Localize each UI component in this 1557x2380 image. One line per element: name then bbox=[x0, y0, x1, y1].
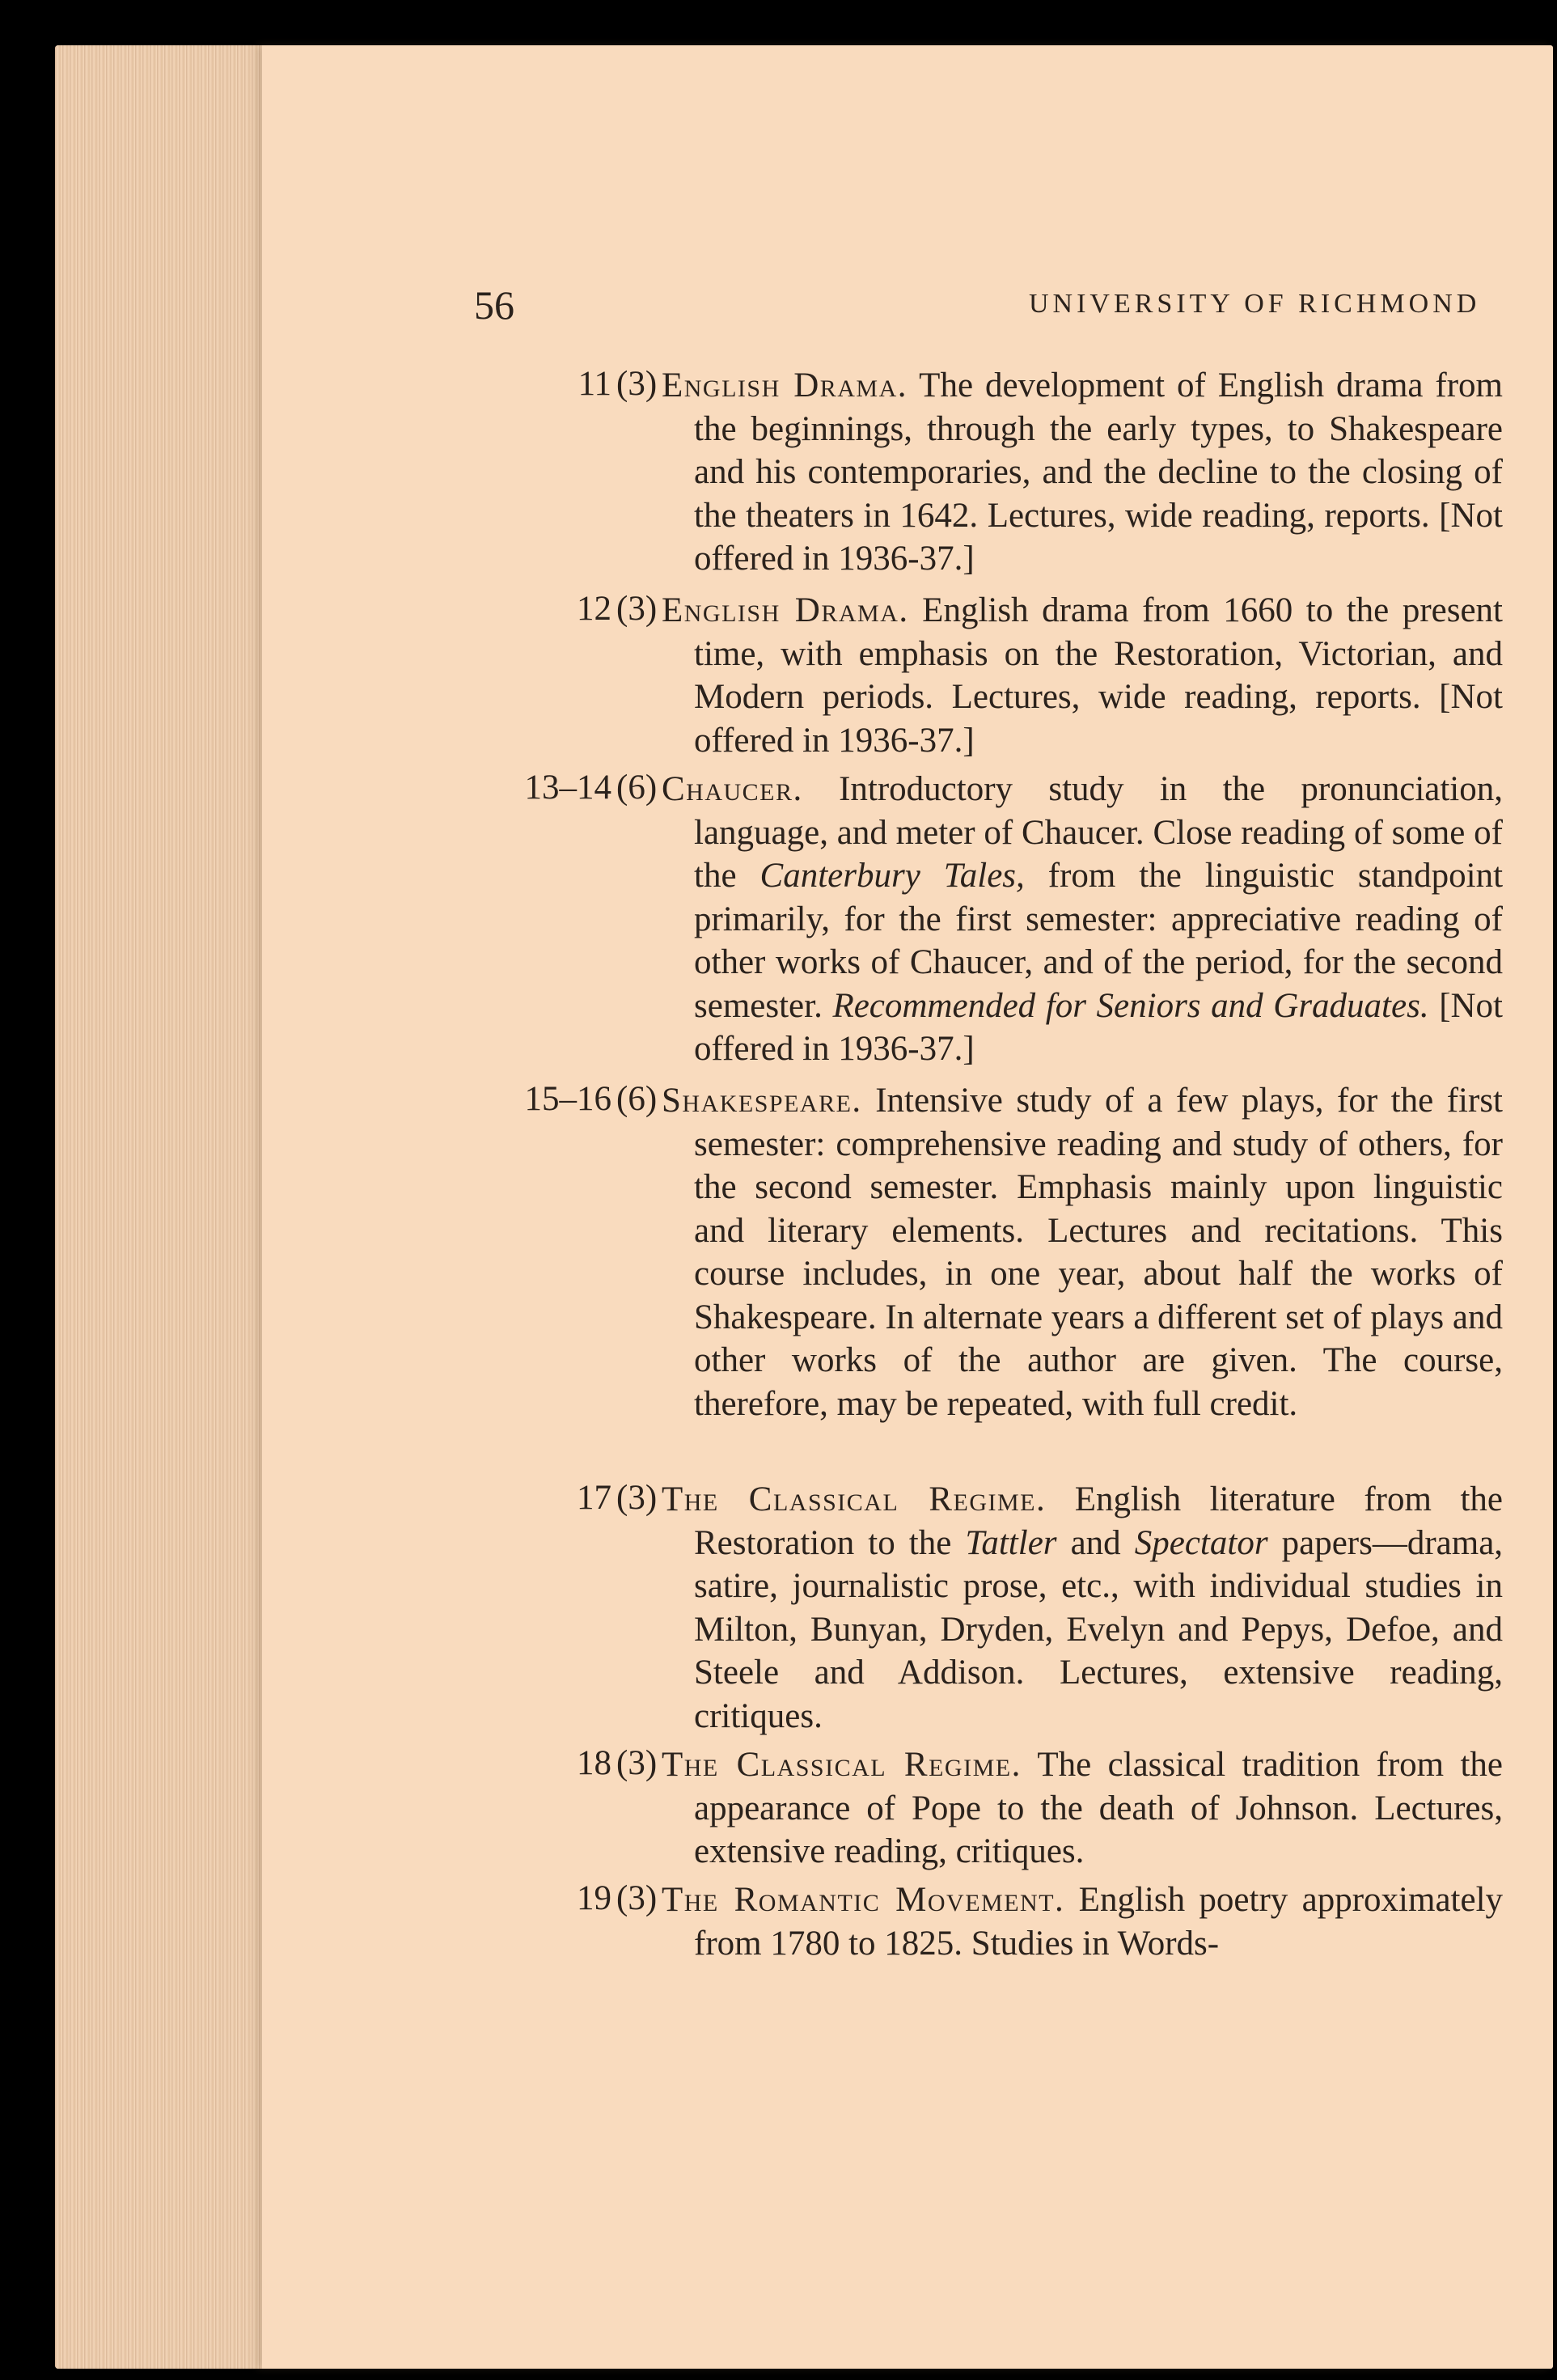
course-body-part: and bbox=[1070, 1523, 1121, 1562]
course-credits: (3) bbox=[616, 590, 658, 628]
course-credits: (3) bbox=[616, 1879, 658, 1917]
page-number: 56 bbox=[474, 282, 514, 328]
course-body-part: English literature from the Restoration to the bbox=[694, 1480, 1503, 1562]
course-body-italic: Spectator bbox=[1134, 1523, 1268, 1562]
course-title: Shakespeare. bbox=[662, 1082, 862, 1120]
course-title-wrap bbox=[662, 770, 803, 808]
course-description bbox=[662, 1743, 1503, 1874]
course-credits: (3) bbox=[616, 1744, 658, 1782]
course-body-italic: Canterbury Tales, bbox=[759, 857, 1025, 895]
running-head: UNIVERSITY OF RICHMOND bbox=[1029, 289, 1481, 319]
course-number: 11 bbox=[578, 365, 611, 403]
course-description bbox=[662, 768, 1504, 1071]
course-title-wrap bbox=[662, 366, 908, 404]
course-credits: (6) bbox=[616, 1080, 658, 1118]
course-title: Chaucer. bbox=[662, 770, 803, 808]
course-title: English Drama. bbox=[662, 366, 908, 404]
course-number: 17 bbox=[577, 1479, 611, 1517]
course-body-part: papers—drama, satire, journalistic prose, etc., with individual studies in Milton, Bunyan, Dryden, Evelyn and Pepys, Defoe, and Steele and Addison. Lectures, extensive reading, critiques. bbox=[694, 1523, 1504, 1735]
course-body-part: [Not offered in 1936-37.] bbox=[694, 986, 1504, 1068]
course-title: English Drama. bbox=[662, 591, 909, 629]
course-number: 19 bbox=[577, 1879, 611, 1917]
course-number: 13–14 bbox=[524, 769, 611, 807]
course-credits: (6) bbox=[616, 769, 658, 807]
course-body-part: from the linguistic standpoint primarily, for the first semester: appreciative reading of other works of Chaucer, and of the period, for the second semester. bbox=[694, 857, 1504, 1025]
course-description bbox=[662, 589, 1503, 762]
course-credits: (3) bbox=[616, 1479, 658, 1517]
course-number: 15–16 bbox=[524, 1080, 611, 1118]
course-body-part: Introductory study in the pronunciation, language, and meter of Chaucer. Close reading of some of the bbox=[694, 770, 1503, 895]
course-body: English poetry approximately from 1780 to 1825. Studies in Words- bbox=[694, 1881, 1504, 1963]
course-credits: (3) bbox=[616, 365, 658, 403]
course-body: The development of English drama from the beginnings, through the early types, to Shakespeare and his contemporaries, and the decline to the closing of the theaters in 1642. Lectures, wide reading, reports. [Not offered in 1936-37.] bbox=[694, 366, 1503, 578]
course-body: The classical tradition from the appearance of Pope to the death of Johnson. Lectures, extensive reading, critiques. bbox=[694, 1746, 1503, 1870]
course-number: 18 bbox=[577, 1744, 611, 1782]
page-edges bbox=[55, 45, 265, 2369]
course-title-wrap bbox=[662, 1480, 1046, 1518]
course-body: English drama from 1660 to the present time, with emphasis on the Restoration, Victorian, and Modern periods. Lectures, wide reading, reports. [Not offered in 1936-37.] bbox=[694, 591, 1503, 760]
course-title: The Romantic Movement. bbox=[662, 1881, 1065, 1919]
course-title: The Classical Regime. bbox=[662, 1480, 1047, 1518]
course-description bbox=[662, 1478, 1504, 1738]
course-title-wrap bbox=[662, 591, 909, 629]
course-title: The Classical Regime. bbox=[662, 1746, 1022, 1784]
course-title-wrap bbox=[662, 1881, 1064, 1919]
course-body: Intensive study of a few plays, for the first semester: comprehensive reading and study of others, for the second semester. Emphasis mainly upon linguistic and literary elements. Lectures and recitations. This course includes, in one year, about half the works of Shakespeare. In alternate years a different set of plays and other works of the author are given. The course, therefore, may be repeated, with full credit. bbox=[694, 1082, 1503, 1423]
course-body-italic: Recommended for Seniors and Graduates. bbox=[832, 986, 1429, 1025]
course-title-wrap bbox=[662, 1746, 1022, 1784]
course-description bbox=[662, 1079, 1503, 1425]
course-description bbox=[662, 1878, 1504, 1965]
course-number: 12 bbox=[577, 590, 611, 628]
course-body-italic: Tattler bbox=[965, 1523, 1057, 1562]
course-description bbox=[662, 364, 1503, 581]
course-title-wrap bbox=[662, 1082, 862, 1120]
